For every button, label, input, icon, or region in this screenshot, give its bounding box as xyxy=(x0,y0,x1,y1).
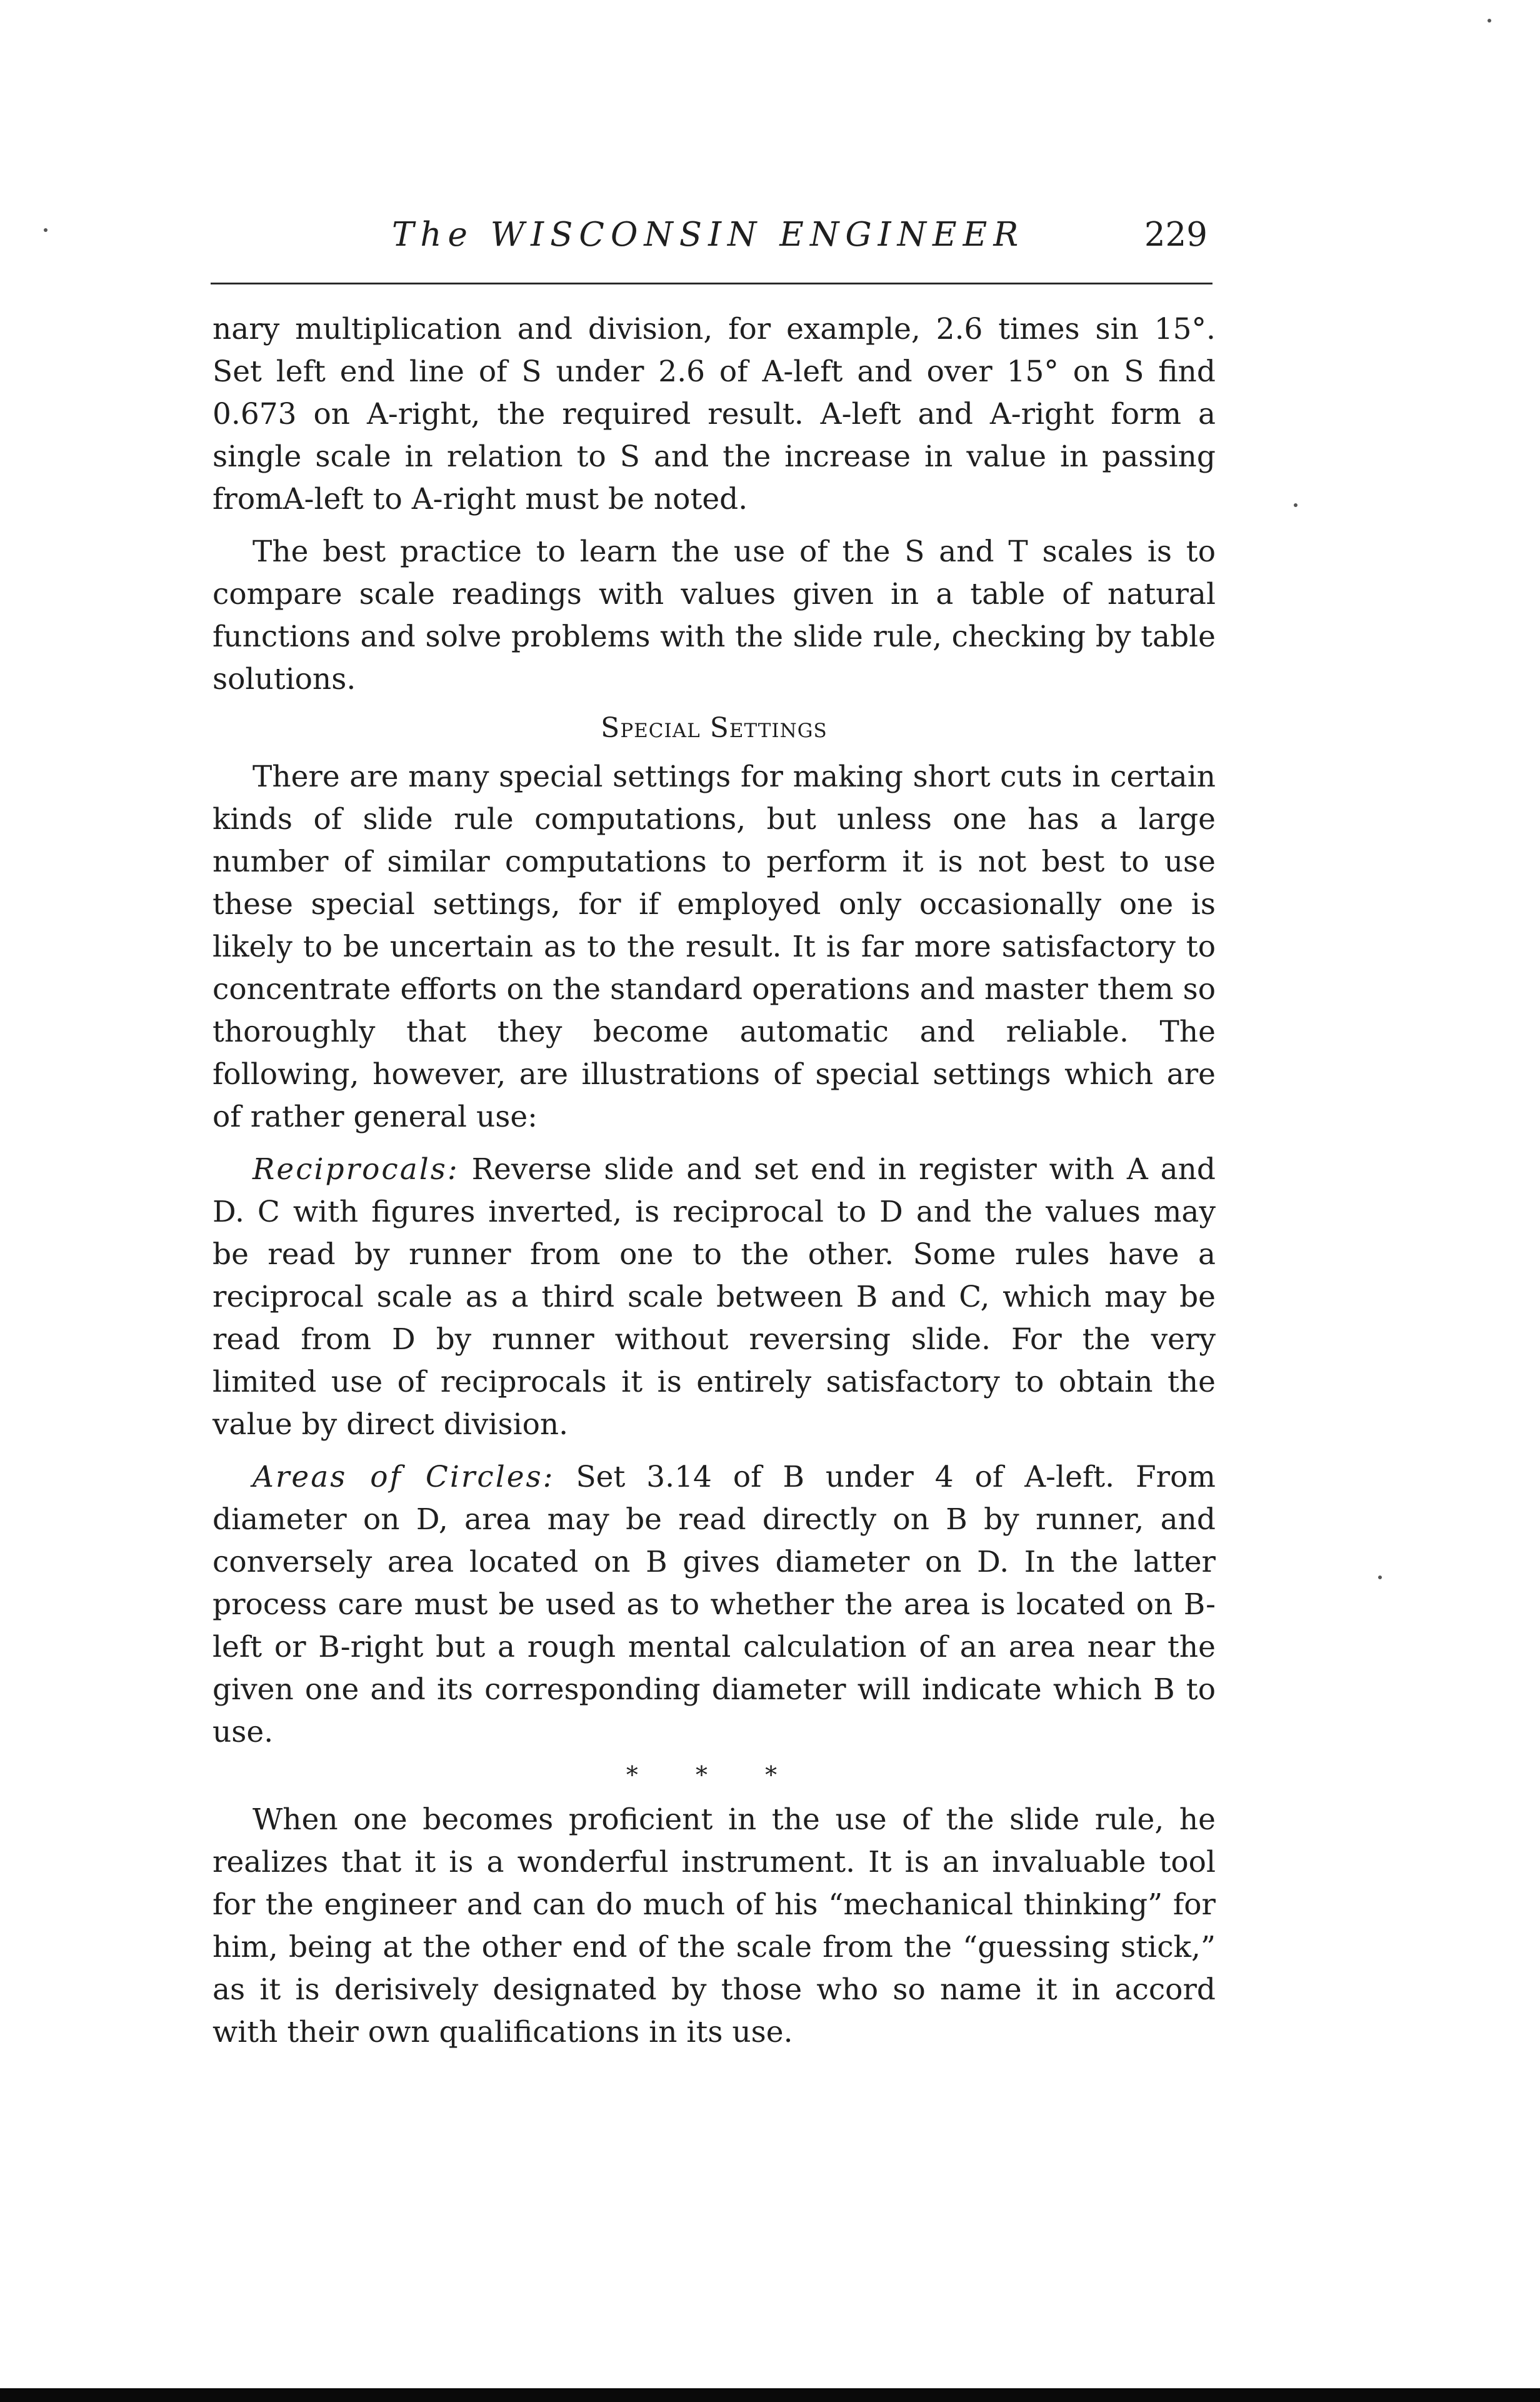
areas-text: Set 3.14 of B under 4 of A-left. From diameter on D, area may be read directly on B by runner, and conversely area located on B gives diameter on D. In the latter process care must be used as to whether the area is located on B-left or B-right but a rough mental calculation of an area near the given one and its corresponding diameter will indicate which B to use. xyxy=(212,1460,1216,1749)
paragraph-special-settings: There are many special settings for making short cuts in certain kinds of slide rule computations, but unless one has a large number of similar computations to perform it is not best to use these special settings, for if employed only occasionally one is likely to be uncertain as to the result. It is far more satisfactory to concentrate efforts on the standard operations and master them so thoroughly that they become automatic and reliable. The following, however, are illustrations of special settings which are of rather general use: xyxy=(212,760,1216,1134)
scan-speck xyxy=(1488,19,1491,23)
scan-speck xyxy=(44,228,48,232)
page-header xyxy=(211,216,1212,284)
reciprocals-text: Reverse slide and set end in register with A and D. C with figures inverted, is reciprocal to D and the values may be read by runner from one to the other. Some rules have a reciprocal scale as a third scale between B and C, which may be read from D by runner without reversing slide. For the very limited use of reciprocals it is entirely satisfactory to obtain the value by direct division. xyxy=(212,1152,1216,1442)
scan-speck xyxy=(1378,1575,1382,1579)
running-head: The WISCONSIN ENGINEER xyxy=(392,216,1025,254)
article-body xyxy=(212,308,1216,2054)
paragraph-conclusion: When one becomes proficient in the use of the slide rule, he realizes that it is a wonderful instrument. It is an invaluable tool for the engineer and can do much of his “mechanical thinking” for him, being at the other end of the scale from the “guessing stick,” as it is derisively designated by those who so name it in accord with their own qualifications in its use. xyxy=(212,1802,1216,2049)
section-separator: * * * xyxy=(626,1761,802,1789)
scan-speck xyxy=(1294,503,1298,507)
section-heading: Special Settings xyxy=(601,712,828,744)
paragraph-reciprocals xyxy=(212,1148,1216,1446)
reciprocals-lead: Reciprocals: xyxy=(252,1152,459,1187)
areas-lead: Areas of Circles: xyxy=(252,1460,555,1494)
paragraph-areas-of-circles xyxy=(212,1456,1216,1754)
page-number: 229 xyxy=(1144,216,1208,254)
paragraph-continued: nary multiplication and division, for example, 2.6 times sin 15°. Set left end line of S under 2.6 of A-left and over 15° on S find 0.673 on A-right, the required result. A-left and A-right form a single scale in relation to S and the increase in value in passing fromA-left to A-right must be noted. xyxy=(212,312,1216,516)
paragraph-scales-practice: The best practice to learn the use of the S and T scales is to compare scale readings with values given in a table of natural functions and solve problems with the slide rule, checking by table solutions. xyxy=(212,535,1216,696)
scan-edge-shadow xyxy=(0,2388,1540,2402)
header-rule xyxy=(211,283,1212,284)
